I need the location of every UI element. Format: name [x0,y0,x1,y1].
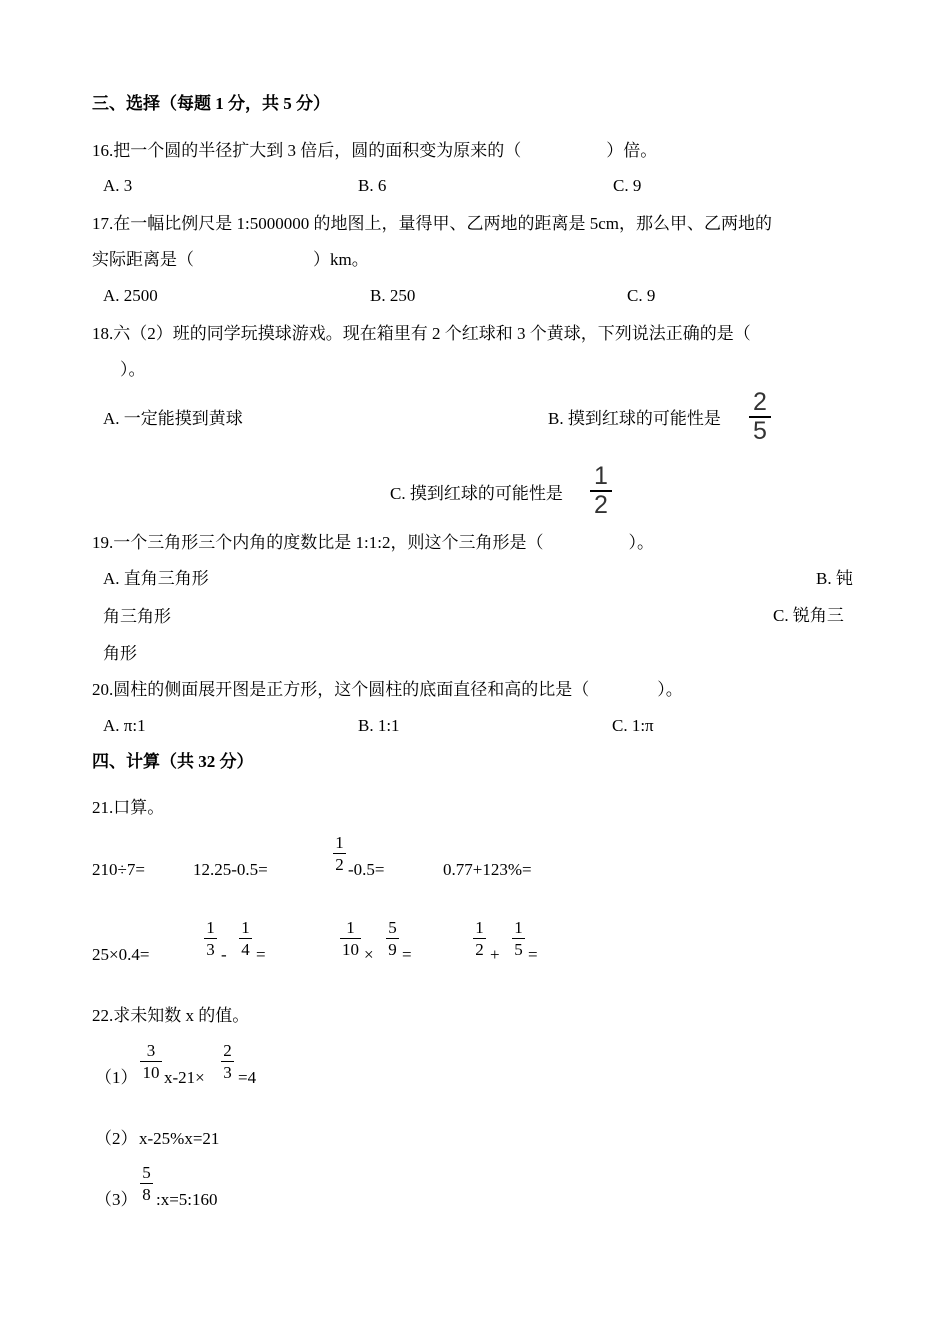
fraction-denominator: 5 [514,940,523,959]
oral-calc-6-operator: - [221,945,227,964]
oral-calc-5: 25×0.4= [92,945,150,964]
fraction-numerator: 1 [346,918,355,937]
fraction-numerator: 1 [475,918,484,937]
oral-calc-7-fraction-2 [386,919,399,958]
fraction-numerator: 2 [753,388,767,416]
oral-calc-8-operator: + [490,945,500,964]
equation-1-fraction-1 [140,1042,162,1081]
fraction-bar [512,938,525,939]
equation-2-text: x-25%x=21 [139,1129,220,1148]
fraction-numerator: 1 [206,918,215,937]
q17-option-c: C. 9 [627,286,656,305]
section-heading-choice: 三、选择（每题 1 分，共 5 分） [92,94,330,113]
fraction-bar [140,1183,153,1184]
oral-calc-1: 210÷7= [92,860,145,879]
fraction-denominator: 3 [223,1063,232,1082]
question-16-stem: 16.把一个圆的半径扩大到 3 倍后，圆的面积变为原来的（ ）倍。 [92,141,658,160]
fraction-denominator: 5 [753,417,767,445]
equation-3-label: （3） [95,1190,138,1209]
question-20-stem: 20.圆柱的侧面展开图是正方形，这个圆柱的底面直径和高的比是（ ）。 [92,680,683,699]
fraction-bar [140,1061,162,1062]
q19-option-b-part2: 角三角形 [103,607,171,626]
q16-option-b: B. 6 [358,176,387,195]
question-18-stem-line2: ）。 [120,360,146,379]
fraction-bar [333,853,346,854]
fraction-denominator: 10 [142,1063,160,1082]
q18-option-b-fraction [749,390,771,444]
fraction-bar [221,1061,234,1062]
equation-1-tail: =4 [238,1068,257,1087]
equation-1-fraction-2 [221,1042,234,1081]
q20-option-a: A. π:1 [103,716,146,735]
fraction-numerator: 1 [594,462,608,490]
fraction-denominator: 10 [342,940,359,959]
fraction-numerator: 2 [223,1041,232,1060]
q20-option-c: C. 1:π [612,716,654,735]
fraction-numerator: 1 [241,918,250,937]
fraction-denominator: 4 [241,940,250,959]
oral-calc-2: 12.25-0.5= [193,860,268,879]
fraction-denominator: 3 [206,940,215,959]
section-heading-calculation: 四、计算（共 32 分） [92,752,254,771]
q17-option-a: A. 2500 [103,286,158,305]
fraction-numerator: 5 [388,918,397,937]
question-21-title: 21.口算。 [92,798,165,817]
q19-option-c-part1: C. 锐角三 [773,606,844,625]
fraction-numerator: 5 [142,1163,151,1182]
oral-calc-3-fraction [333,834,346,873]
fraction-bar [204,938,217,939]
oral-calc-8-equals: = [528,945,538,964]
fraction-denominator: 2 [475,940,484,959]
oral-calc-3-tail: -0.5= [348,860,385,879]
fraction-numerator: 3 [146,1041,156,1060]
q17-option-b: B. 250 [370,286,416,305]
q19-option-a: A. 直角三角形 [103,569,209,588]
oral-calc-8-fraction-2 [512,919,525,958]
equation-2-label: （2） [95,1129,138,1148]
oral-calc-7-operator: × [364,945,374,964]
question-19-stem: 19.一个三角形三个内角的度数比是 1:1:2，则这个三角形是（ ）。 [92,533,654,552]
q18-option-c: C. 摸到红球的可能性是 [390,484,563,503]
question-17-stem-line1: 17.在一幅比例尺是 1:5000000 的地图上，量得甲、乙两地的距离是 5cm，那么甲、乙两地的 [92,214,772,233]
question-18-stem-line1: 18.六（2）班的同学玩摸球游戏。现在箱里有 2 个红球和 3 个黄球，下列说法正确的是（ [92,324,751,343]
fraction-numerator: 1 [514,918,523,937]
oral-calc-6-fraction-2 [239,919,252,958]
oral-calc-6-equals: = [256,945,266,964]
oral-calc-7-fraction-1 [340,919,361,958]
equation-1-middle: x-21× [164,1068,205,1087]
fraction-bar [473,938,486,939]
fraction-bar [340,938,361,939]
question-22-title: 22.求未知数 x 的值。 [92,1006,250,1025]
fraction-denominator: 2 [335,855,344,874]
q16-option-c: C. 9 [613,176,642,195]
fraction-denominator: 9 [388,940,397,959]
question-17-stem-line2: 实际距离是（ ）km。 [92,250,369,269]
equation-3-fraction [140,1164,153,1203]
q16-option-a: A. 3 [103,176,133,195]
equation-3-tail: :x=5:160 [156,1190,218,1209]
fraction-denominator: 2 [594,491,608,519]
q18-option-a: A. 一定能摸到黄球 [103,409,243,428]
q18-option-b: B. 摸到红球的可能性是 [548,409,721,428]
q19-option-c-part2: 角形 [103,644,137,663]
fraction-bar [386,938,399,939]
oral-calc-6-fraction-1 [204,919,217,958]
oral-calc-8-fraction-1 [473,919,486,958]
fraction-denominator: 8 [142,1185,151,1204]
q20-option-b: B. 1:1 [358,716,400,735]
fraction-numerator: 1 [335,833,344,852]
q18-option-c-fraction [590,464,612,518]
equation-1-label: （1） [95,1068,138,1087]
q19-option-b-part1: B. 钝 [816,569,853,588]
oral-calc-4: 0.77+123%= [443,860,532,879]
oral-calc-7-equals: = [402,945,412,964]
fraction-bar [239,938,252,939]
